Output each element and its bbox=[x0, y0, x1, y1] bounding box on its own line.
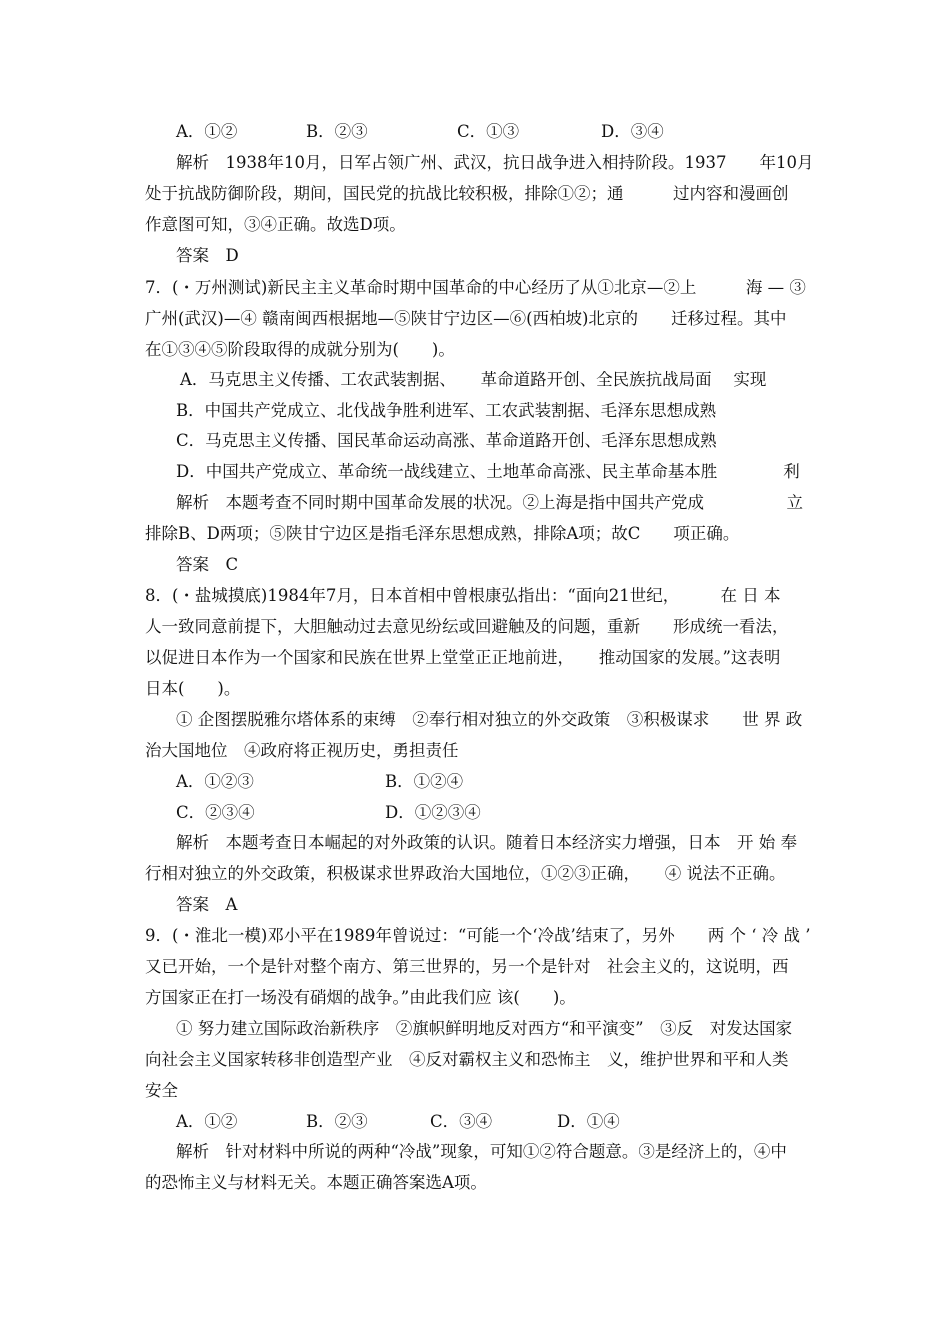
question-8-stem: 人一致同意前提下，大胆触动过去意见纷纭或回避触及的问题，重新 形成统一看法， bbox=[145, 617, 789, 636]
analysis-text: 解析 本题考查日本崛起的对外政策的认识。随着日本经济实力增强，日本 开 始 奉 bbox=[176, 833, 797, 852]
statement-list: ① 企图摆脱雅尔塔体系的束缚 ②奉行相对独立的外交政策 ③积极谋求 世 界 政 bbox=[176, 710, 803, 729]
option-d: D．①②③④ bbox=[385, 803, 481, 822]
question-8-stem: 日本( )。 bbox=[145, 679, 241, 698]
question-7-stem: 7．(・万州测试)新民主主义革命时期中国革命的中心经历了从①北京—②上 海 — ③ bbox=[145, 278, 806, 297]
option-c: C．②③④ bbox=[176, 803, 255, 822]
option-d: D．③④ bbox=[601, 122, 664, 141]
option-b: B．①②④ bbox=[385, 772, 464, 791]
question-9-stem: 9．(・淮北一模)邓小平在1989年曾说过：“可能一个‘冷战’结束了，另外 两 个 ‘ 冷 战 ’ bbox=[145, 926, 811, 945]
option-b: B．中国共产党成立、北伐战争胜利进军、工农武装割据、毛泽东思想成熟 bbox=[176, 401, 717, 420]
answer-options bbox=[176, 770, 805, 794]
question-9-stem: 又已开始，一个是针对整个南方、第三世界的，另一个是针对 社会主义的，这说明，西 bbox=[145, 957, 789, 976]
option-c: C．③④ bbox=[430, 1112, 493, 1131]
answer-line: 答案 D bbox=[176, 246, 239, 265]
answer-line: 答案 A bbox=[176, 895, 238, 914]
analysis-text: 的恐怖主义与材料无关。本题正确答案选A项。 bbox=[145, 1173, 487, 1192]
analysis-text: 排除B、D两项；⑤陕甘宁边区是指毛泽东思想成熟，排除A项；故C 项正确。 bbox=[145, 524, 740, 543]
option-b: B．②③ bbox=[306, 122, 368, 141]
option-d: D．①④ bbox=[557, 1112, 620, 1131]
statement-list: ① 努力建立国际政治新秩序 ②旗帜鲜明地反对西方“和平演变” ③反 对发达国家 bbox=[176, 1019, 793, 1038]
analysis-text: 解析 针对材料中所说的两种“冷战”现象，可知①②符合题意。③是经济上的，④中 bbox=[176, 1142, 787, 1161]
option-c: C．①③ bbox=[457, 122, 520, 141]
analysis-text: 作意图可知，③④正确。故选D项。 bbox=[145, 215, 406, 234]
question-8-stem: 8．(・盐城摸底)1984年7月，日本首相中曾根康弘指出：“面向21世纪， 在 日 本 bbox=[145, 586, 781, 605]
statement-list: 安全 bbox=[145, 1081, 178, 1100]
option-c: C．马克思主义传播、国民革命运动高涨、革命道路开创、毛泽东思想成熟 bbox=[176, 431, 717, 450]
option-a: A．①②③ bbox=[176, 772, 254, 791]
question-9-stem: 方国家正在打一场没有硝烟的战争。”由此我们应 该( )。 bbox=[145, 988, 576, 1007]
analysis-text: 解析 1938年10月，日军占领广州、武汉，抗日战争进入相持阶段。1937 年10月 bbox=[176, 153, 814, 172]
analysis-text: 行相对独立的外交政策，积极谋求世界政治大国地位，①②③正确， ④ 说法不正确。 bbox=[145, 864, 786, 883]
analysis-text: 解析 本题考查不同时期中国革命发展的状况。②上海是指中国共产党成 立 bbox=[176, 493, 803, 512]
answer-options bbox=[176, 801, 805, 825]
option-d: D．中国共产党成立、革命统一战线建立、土地革命高涨、民主革命基本胜 利 bbox=[176, 462, 800, 481]
question-8-stem: 以促进日本作为一个国家和民族在世界上堂堂正正地前进， 推动国家的发展。”这表明 bbox=[145, 648, 781, 667]
question-7-stem: 在①③④⑤阶段取得的成就分别为( )。 bbox=[145, 340, 455, 359]
statement-list: 向社会主义国家转移非创造型产业 ④反对霸权主义和恐怖主 义，维护世界和平和人类 bbox=[145, 1050, 789, 1069]
answer-options bbox=[176, 1110, 805, 1134]
option-a: A．①② bbox=[176, 122, 238, 141]
option-a: A．马克思主义传播、工农武装割据、 革命道路开创、全民族抗战局面 实现 bbox=[180, 370, 767, 389]
answer-line: 答案 C bbox=[176, 555, 239, 574]
statement-list: 治大国地位 ④政府将正视历史，勇担责任 bbox=[145, 741, 459, 760]
answer-options bbox=[176, 120, 805, 144]
analysis-text: 处于抗战防御阶段，期间，国民党的抗战比较积极，排除①②；通 过内容和漫画创 bbox=[145, 184, 789, 203]
option-b: B．②③ bbox=[306, 1112, 368, 1131]
option-a: A．①② bbox=[176, 1112, 238, 1131]
question-7-stem: 广州(武汉)—④ 赣南闽西根据地—⑤陕甘宁边区—⑥(西柏坡)北京的 迁移过程。其中 bbox=[145, 309, 787, 328]
